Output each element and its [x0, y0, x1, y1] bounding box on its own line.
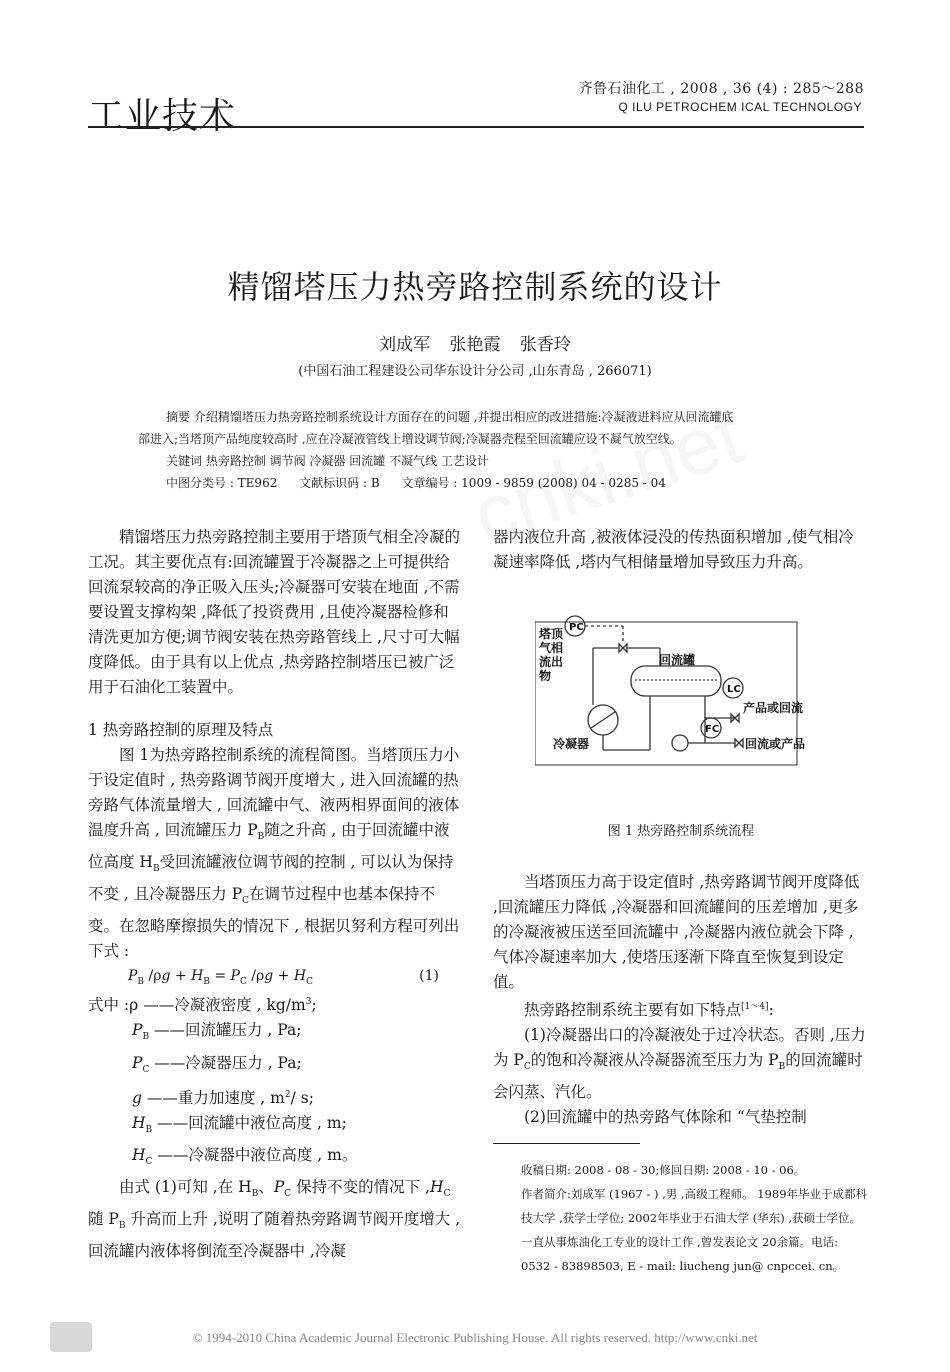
definition: $H_C$ ——冷凝器中液位高度 , m。 — [132, 1145, 358, 1167]
svg-text:冷凝器: 冷凝器 — [553, 737, 590, 751]
svg-text:物: 物 — [539, 669, 552, 683]
section-title: 工业技术 — [88, 96, 237, 137]
affiliation: (中国石油工程建设公司华东设计分公司 ,山东青岛 , 266071) — [298, 364, 652, 379]
footnote-rule — [493, 1143, 640, 1144]
definition: 式中 :ρ ——冷凝液密度 , $kg/m^3$; — [88, 996, 317, 1015]
abstract-line: 摘要 介绍精馏塔压力热旁路控制系统设计方面存在的问题 ,并提出相应的改进措施:冷凝液进料应从回流罐底 — [166, 410, 734, 424]
continuation-paragraph: 器内液位升高 ,被液体浸没的传热面积增加 ,使气相冷凝速率降低 ,塔内气相储量增加导致压力升高。 — [493, 528, 854, 571]
document-code: 文献标识码 : B — [299, 476, 380, 490]
abstract — [138, 406, 818, 494]
left-column — [88, 525, 463, 1264]
conclusion-paragraph: 由式 (1)可知 ,在 $H_B$、$P_C$ 保持不变的情况下 $,H_C$ 随 $P_B$ 升高而上升 ,说明了随着热旁路调节阀开度增大 ,回流罐内液体将倒流至冷凝器中 ,冷凝 — [88, 1177, 461, 1261]
figure-caption: 图 1 热旁路控制系统流程 — [607, 824, 755, 839]
symbol-definitions — [88, 990, 463, 1175]
svg-text:回流罐: 回流罐 — [659, 653, 696, 667]
svg-text:PC: PC — [569, 622, 584, 633]
svg-text:产品或回流: 产品或回流 — [743, 701, 804, 715]
process-flow-diagram — [535, 600, 830, 770]
bypass-valve — [619, 644, 627, 652]
copyright-footer: © 1994-2010 China Academic Journal Electronic Publishing House. All rights reserved. http://www.cnki.net — [192, 1330, 758, 1345]
intro-paragraph: 精馏塔压力热旁路控制主要用于塔顶气相全冷凝的工况。其主要优点有:回流罐置于冷凝器之上可提供给回流泵较高的净正吸入压头;冷凝器可安装在地面 ,不需要设置支撑构架 ,降低了投资费用 ,且使冷凝器检修和清洗更加方便;调节阀安装在热旁路管线上 ,尺寸可大幅度降低。由于具有以上优点 ,热旁路控制塔压已被广泛用于石油化工装置中。 — [88, 528, 461, 696]
equation-number: (1) — [419, 968, 439, 985]
reflux-drum — [631, 666, 721, 696]
footnote — [521, 1158, 869, 1278]
abstract-line: 部进入;当塔顶产品纯度较高时 ,应在冷凝液管线上增设调节阀;冷凝器壳程至回流罐应设不凝气放空线。 — [138, 432, 682, 446]
right-column-top — [493, 525, 869, 575]
svg-text:气相: 气相 — [539, 641, 564, 655]
authors: 刘成军 张艳霞 张香玲 — [379, 335, 571, 355]
journal-english-name: Q ILU PETROCHEM ICAL TECHNOLOGY — [618, 100, 862, 114]
section-heading: 1 热旁路控制的原理及特点 — [88, 721, 274, 739]
article-title: 精馏塔压力热旁路控制系统的设计 — [227, 268, 723, 306]
received-dates: 收稿日期: 2008 - 08 - 30;修回日期: 2008 - 10 - 06。 — [521, 1163, 806, 1177]
svg-text:流出: 流出 — [539, 655, 564, 669]
features-intro: 热旁路控制系统主要有如下特点[1～4]: — [524, 1001, 774, 1020]
feature-1: (1)冷凝器出口的冷凝液处于过冷状态。否则 ,压力为 $P_C$的饱和冷凝液从冷凝器流至压力为 $P_B$的回流罐时会闪蒸、汽化。 — [493, 1026, 866, 1102]
svg-text:FC: FC — [705, 724, 720, 735]
equation-1: $P_B$ $/\rho g + H_B = P_C$ $/\rho g + H_C$ (1) — [88, 964, 463, 990]
definition: $H_B$ ——回流罐中液位高度 , m; — [132, 1113, 347, 1135]
definition: $P_C$ ——冷凝器压力 , Pa; — [132, 1053, 302, 1075]
clc-number: 中图分类号 : TE962 — [166, 476, 278, 490]
svg-text:回流或产品: 回流或产品 — [745, 737, 806, 751]
svg-text:LC: LC — [727, 684, 741, 695]
definition: $P_B$ ——回流罐压力 , Pa; — [132, 1021, 302, 1043]
feature-2: (2)回流罐中的热旁路气体除和 “气垫控制 — [524, 1108, 807, 1127]
article-number: 文章编号 : 1009 - 9859 (2008) 04 - 0285 - 04 — [401, 476, 666, 490]
classification-row — [138, 472, 818, 494]
principle-paragraph: 图 1为热旁路控制系统的流程简图。当塔顶压力小于设定值时 , 热旁路调节阀开度增大 , 进入回流罐的热旁路气体流量增大 , 回流罐中气、液两相界面间的液体温度升高 , 回流罐压力 $P_B$随之升高 , 由于回流罐中液位高度 $H_B$受回流罐液位调节阀的控制 , 可以认为保持不变 , 且冷凝器压力 $P_C$在调节过程中也基本保持不变。在忽略摩擦损失的情况下 , 根据贝努利方程可列出下式 : — [88, 746, 460, 961]
reflux-pump — [672, 735, 688, 751]
right-column-bottom — [493, 870, 869, 1130]
header-rule — [88, 126, 864, 128]
journal-citation: 齐鲁石油化工 , 2008 , 36 (4) : 285～288 — [578, 81, 864, 97]
author-bio: 作者简介:刘成军 (1967 - ) ,男 ,高级工程师。 1989年毕业于成都科技大学 ,获学士学位; 2002年毕业于石油大学 (华东) ,获硕士学位。一直从事炼油化工专业的设计工作 ,曾发表论文 20余篇。电话: 0532 - 83898503, E - mail: liucheng jun@ cnpccei. cn。 — [521, 1187, 868, 1273]
svg-text:塔顶: 塔顶 — [539, 627, 564, 641]
definition: g ——重力加速度 , $m^2/$ s; — [132, 1088, 314, 1107]
keywords: 关键词 热旁路控制 调节阀 冷凝器 回流罐 不凝气线 工艺设计 — [166, 454, 489, 468]
high-pressure-paragraph: 当塔顶压力高于设定值时 ,热旁路调节阀开度降低 ,回流罐压力降低 ,冷凝器和回流罐间的压差增加 ,更多的冷凝液被压送至回流罐中 ,冷凝器内液位就会下降 ,气体冷凝速率加大 ,使塔压逐渐下降直至恢复到设定值。 — [493, 873, 860, 991]
